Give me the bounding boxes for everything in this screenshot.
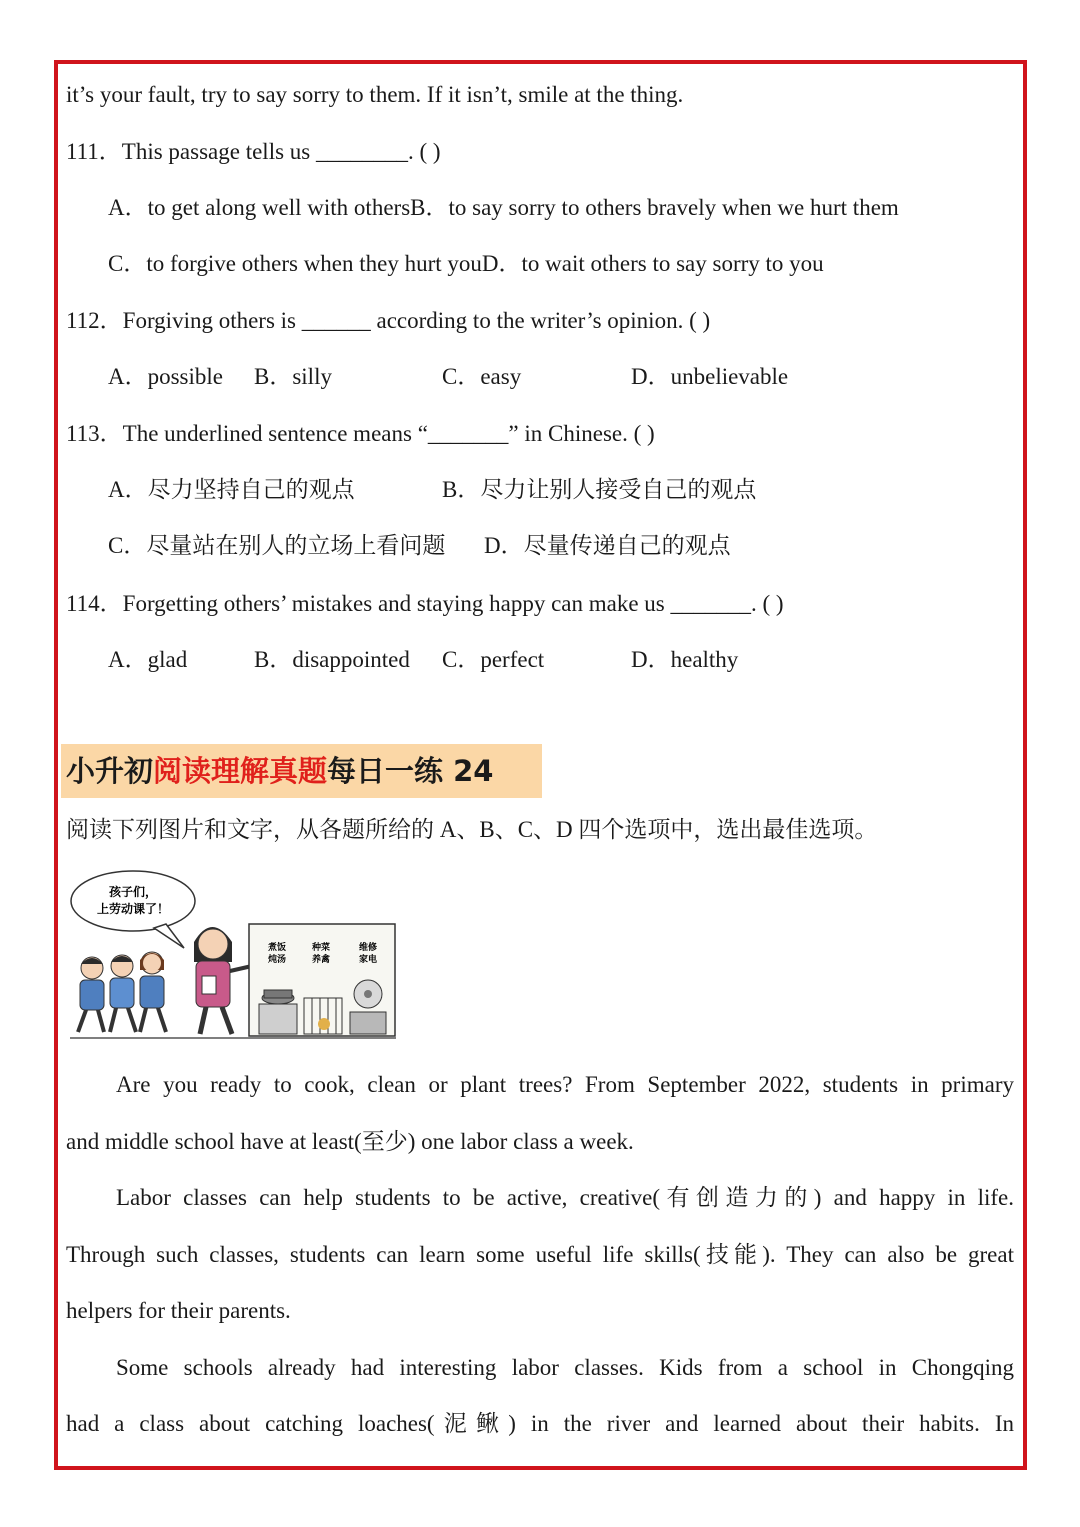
bubble-text-line1: 孩子们， xyxy=(108,885,158,899)
question-114-option-a: A．glad xyxy=(108,647,188,672)
activity-board xyxy=(249,924,395,1036)
board-item-1: 煮饭 xyxy=(267,943,287,953)
question-112-option-c: C．easy xyxy=(442,364,522,389)
passage-line-2: and middle school have at least(至少) one labor class a week. xyxy=(66,1129,634,1154)
passage-tail-line: it’s your fault, try to say sorry to them. If it isn’t, smile at the thing. xyxy=(66,82,684,107)
board-item-6: 家电 xyxy=(358,955,378,965)
passage-line-3: Labor classes can help students to be active, creative(有创造力的) and happy in life. xyxy=(116,1185,1014,1210)
passage-line-5: helpers for their parents. xyxy=(66,1298,291,1323)
question-114-option-c: C．perfect xyxy=(442,647,545,672)
student-figure-2 xyxy=(110,955,136,1032)
question-113-option-a: A．尽力坚持自己的观点 xyxy=(108,477,355,502)
passage-line-7: had a class about catching loaches(泥鳅) in the river and learned about their habits. In xyxy=(66,1411,1014,1436)
passage-line-6: Some schools already had interesting labor classes. Kids from a school in Chongqing xyxy=(116,1355,1014,1380)
question-112-option-a: A．possible xyxy=(108,364,223,389)
question-112-option-b: B．silly xyxy=(254,364,332,389)
board-item-4: 养禽 xyxy=(311,955,331,965)
section-title xyxy=(66,750,493,792)
teacher-figure xyxy=(194,927,252,1034)
question-114-stem: 114．Forgetting others’ mistakes and staying happy can make us _______. ( ) xyxy=(66,591,784,616)
bubble-text-line2: 上劳动课了！ xyxy=(96,902,170,916)
question-113-option-c: C．尽量站在别人的立场上看问题 xyxy=(108,533,446,558)
board-item-5: 维修 xyxy=(358,943,378,953)
speech-bubble-tail xyxy=(154,924,184,948)
question-111-stem: 111．This passage tells us ________. ( ) xyxy=(66,139,441,164)
passage-line-1: Are you ready to cook, clean or plant trees? From September 2022, students in primary xyxy=(116,1072,1014,1097)
passage-line-4: Through such classes, students can learn some useful life skills(技能). They can also be great xyxy=(66,1242,1014,1267)
question-113-stem: 113．The underlined sentence means “_______” in Chinese. ( ) xyxy=(66,421,655,446)
board-item-3: 种菜 xyxy=(311,943,331,953)
question-111-options-row1: A．to get along well with othersB．to say sorry to others bravely when we hurt them xyxy=(108,195,899,220)
section-title-part3: 每日一练 24 xyxy=(327,754,494,788)
question-114-option-d: D．healthy xyxy=(631,647,739,672)
question-113-option-b: B．尽力让别人接受自己的观点 xyxy=(442,477,757,502)
section-title-part1: 小升初 xyxy=(66,754,154,788)
board-item-2: 炖汤 xyxy=(267,955,287,965)
speech-bubble xyxy=(71,871,195,931)
question-111-options-row2: C．to forgive others when they hurt youD．to wait others to say sorry to you xyxy=(108,251,824,276)
labor-class-illustration xyxy=(66,866,400,1046)
question-112-stem: 112．Forgiving others is ______ according to the writer’s opinion. ( ) xyxy=(66,308,711,333)
question-114-option-b: B．disappointed xyxy=(254,647,410,672)
question-112-option-d: D．unbelievable xyxy=(631,364,789,389)
question-113-option-d: D．尽量传递自己的观点 xyxy=(484,533,731,558)
student-figure-3 xyxy=(140,952,166,1032)
instruction-line: 阅读下列图片和文字，从各题所给的 A、B、C、D 四个选项中，选出最佳选项。 xyxy=(66,817,878,842)
student-figure-1 xyxy=(78,957,104,1032)
section-title-part2: 阅读理解真题 xyxy=(153,754,328,788)
